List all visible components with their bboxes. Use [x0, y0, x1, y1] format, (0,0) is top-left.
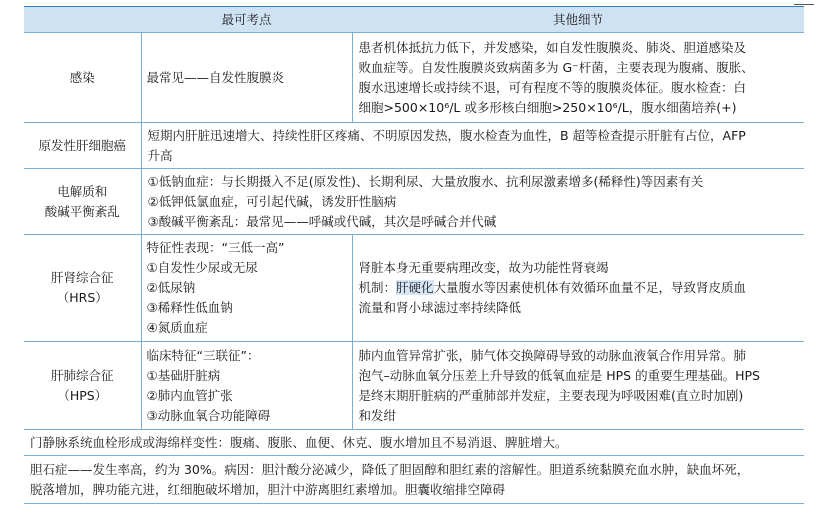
key-point-line: 临床特征“三联征”：	[146, 347, 260, 363]
details-gallstone	[24, 456, 804, 504]
row-title-electrolyte	[24, 169, 141, 235]
details-line: 胆石症——发生率高，约为 30%。病因：胆汁酸分泌减少，降低了胆固醇和胆红素的溶解性。胆道系统黏膜充血水肿，缺血坏死，	[30, 461, 750, 477]
table-row-portal-vein	[24, 430, 804, 456]
key-points-hps	[141, 342, 352, 430]
row-title-infection: 感染	[24, 33, 141, 123]
table-header-row	[24, 7, 804, 33]
details-line: 腹水迅速增长或持续不退，可有程度不等的腹膜炎体征。腹水检查：白	[358, 79, 747, 95]
key-point-line: ②肺内血管扩张	[146, 387, 233, 403]
details-line: 肺内血管异常扩张，肺气体交换障碍导致的动脉血液氧合作用异常。肺	[358, 347, 747, 363]
details-portal-vein: 门静脉系统血栓形成或海绵样变性：腹痛、腹胀、血便、休克、腹水增加且不易消退、脾脏增大。	[24, 430, 804, 456]
details-line: 流量和肾小球滤过率持续降低	[358, 300, 522, 315]
key-points-hrs	[141, 235, 352, 342]
row-title-line: （HPS）	[57, 387, 108, 403]
details-rest: 大量腹水等因素使机体有效循环血量不足，导致肾皮质血	[433, 280, 747, 295]
complications-table	[24, 7, 804, 504]
row-title-line: 肝肾综合征	[50, 270, 114, 285]
key-point-line: ②低尿钠	[146, 280, 196, 295]
key-point-line: ③动脉血氧合功能障碍	[146, 407, 271, 423]
details-hcc	[141, 123, 804, 169]
details-line: 升高	[147, 147, 173, 163]
details-hps	[352, 342, 804, 430]
details-line: 泡气–动脉血氧分压差上升导致的低氧血症是 HPS 的重要生理基础。HPS	[358, 367, 760, 383]
details-line: 患者机体抵抗力低下，并发感染，如自发性腹膜炎、肺炎、胆道感染及	[358, 39, 747, 55]
row-title-line: 肝肺综合征	[50, 367, 114, 383]
details-infection	[352, 33, 804, 123]
highlighted-term: 肝硬化	[396, 280, 434, 295]
details-line: ②低钾低氯血症，可引起代碱，诱发肝性脑病	[147, 193, 397, 209]
key-point-line: ④氮质血症	[146, 320, 208, 335]
row-title-hcc: 原发性肝细胞癌	[24, 123, 141, 169]
details-line: ③酸碱平衡紊乱：最常见——呼碱或代碱，其次是呼碱合并代碱	[147, 213, 497, 229]
details-line: 败血症等。自发性腹膜炎致病菌多为 G⁻杆菌，主要表现为腹痛、腹胀、	[358, 59, 754, 75]
details-prefix: 机制：	[358, 280, 397, 295]
row-title-line: 电解质和	[57, 183, 108, 199]
details-line: 脱落增加，脾功能亢进，红细胞破坏增加，胆汁中游离胆红素增加。胆囊收缩排空障碍	[30, 481, 506, 497]
row-title-hrs	[24, 235, 141, 342]
page-corner-mark	[794, 0, 814, 5]
key-point-line: ①自发性少尿或无尿	[146, 260, 258, 275]
table-row-hps	[24, 342, 804, 430]
row-title-line: 酸碱平衡紊乱	[44, 203, 120, 219]
details-line: 和发绀	[358, 407, 397, 423]
details-line	[359, 278, 801, 298]
key-point-line: ③稀释性低血钠	[146, 300, 233, 315]
key-point-line: 特征性表现：“三低一高”	[146, 240, 285, 255]
header-key-point: 最可考点	[141, 7, 352, 33]
details-line: 细胞>500×10⁶/L 或多形核白细胞>250×10⁶/L，腹水细菌培养(+)	[358, 99, 737, 115]
table-row-electrolyte	[24, 169, 804, 235]
row-title-line: （HRS）	[56, 290, 108, 305]
details-electrolyte	[141, 169, 804, 235]
details-line: 短期内肝脏迅速增大、持续性肝区疼痛、不明原因发热，腹水检查为血性，B 超等检查提示肝脏有占位，AFP	[147, 127, 746, 143]
table-row-gallstone	[24, 456, 804, 504]
table-row-infection	[24, 33, 804, 123]
complications-table-wrapper	[24, 6, 804, 504]
header-blank-cell	[24, 7, 141, 33]
key-point-line: ①基础肝脏病	[146, 367, 221, 383]
row-title-hps	[24, 342, 141, 430]
details-line: 肾脏本身无重要病理改变，故为功能性肾衰竭	[358, 260, 609, 275]
key-point-infection: 最常见——自发性腹膜炎	[141, 33, 352, 123]
details-line: 是终末期肝脏病的严重肺部并发症，主要表现为呼吸困难(直立时加剧)	[358, 387, 744, 403]
table-row-hrs	[24, 235, 804, 342]
table-row-hcc	[24, 123, 804, 169]
header-other-details: 其他细节	[352, 7, 804, 33]
details-line: ①低钠血症：与长期摄入不足(原发性)、长期利尿、大量放腹水、抗利尿激素增多(稀释性)等因素有关	[147, 173, 704, 189]
details-hrs	[352, 235, 804, 342]
